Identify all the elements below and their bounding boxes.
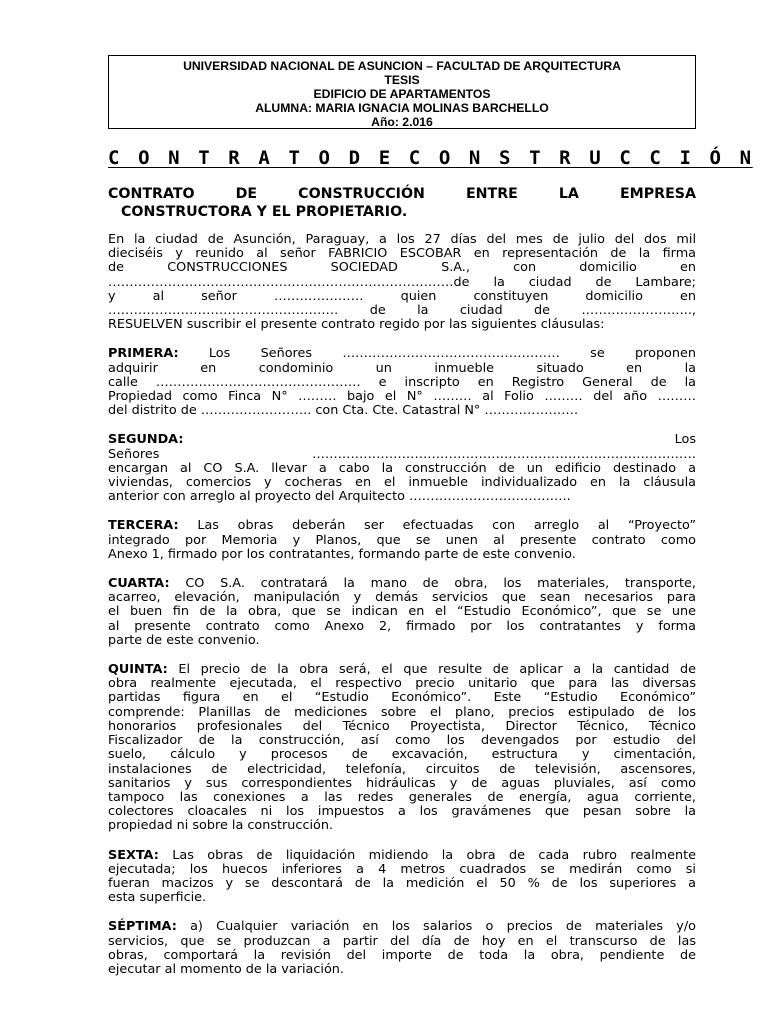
clause-primera bbox=[108, 347, 696, 418]
header-university: UNIVERSIDAD NACIONAL DE ASUNCION – FACULTAD DE ARQUITECTURA bbox=[183, 59, 621, 73]
clause-text: al presente contrato como Anexo 2, firmado por los contratantes y forma bbox=[108, 618, 696, 634]
clause-line bbox=[108, 920, 696, 934]
clause-text: Las obras de liquidación midiendo la obra de cada rubro realmente bbox=[172, 847, 696, 863]
clause-text: servicios, que se produzcan a partir del día de hoy en el transcurso de las bbox=[108, 933, 696, 949]
clause-sexta bbox=[108, 849, 696, 906]
clause-line bbox=[108, 877, 696, 891]
clause-line bbox=[108, 290, 696, 304]
clause-text: Señores ……………………………………………………………………………… bbox=[108, 446, 696, 462]
clause-text: partidas figura en el “Estudio Económico”. Este “Estudio Económico” bbox=[108, 690, 696, 706]
clause-text: encargan al CO S.A. llevar a cabo la construcción de un edificio destinado a bbox=[108, 460, 696, 476]
clause-text: RESUELVEN suscribir el presente contrato regido por las siguientes cláusulas: bbox=[108, 317, 605, 333]
clause-line bbox=[108, 233, 696, 247]
clause-line bbox=[108, 720, 696, 734]
clause-line bbox=[108, 791, 696, 805]
clause-line bbox=[108, 819, 696, 833]
clause-text: esta superficie. bbox=[108, 890, 207, 906]
clause-line bbox=[108, 706, 696, 720]
clause-text: ejecutada; los huecos inferiores a 4 metros cuadrados se medirán como si bbox=[108, 861, 696, 877]
clause-tercera bbox=[108, 519, 696, 562]
clause-line bbox=[108, 763, 696, 777]
clause-line bbox=[108, 519, 696, 533]
clause-segunda bbox=[108, 433, 696, 504]
clause-line bbox=[108, 620, 696, 634]
clause-text: integrado por Memoria y Planos, que se unen al presente contrato como bbox=[108, 532, 696, 548]
clause-line bbox=[108, 849, 696, 863]
contract-body bbox=[108, 233, 696, 992]
clause-text: En la ciudad de Asunción, Paraguay, a los 27 días del mes de julio del dos mil bbox=[108, 232, 696, 247]
clause-line bbox=[108, 247, 696, 261]
clause-text: ……………………………………………… de la ciudad de …………………….., bbox=[108, 303, 696, 319]
clause-text: obras, comportará la revisión del importe de toda la obra, pendiente de bbox=[108, 947, 696, 963]
clause-line bbox=[108, 318, 696, 332]
clause-text: propiedad ni sobre la construcción. bbox=[108, 818, 334, 834]
clause-line bbox=[108, 891, 696, 905]
clause-line bbox=[108, 462, 696, 476]
clause-septima bbox=[108, 920, 696, 977]
clause-line bbox=[108, 805, 696, 819]
clause-text: fueran macizos y se descontará de la medición el 50 % de los superiores a bbox=[108, 875, 696, 891]
clause-text: colectores cloacales ni los impuestos a los gravámenes que pesan sobre la bbox=[108, 804, 696, 820]
clause-line bbox=[108, 433, 696, 447]
clause-text: y al señor ………………… quien constituyen domicilio en bbox=[108, 288, 696, 304]
clause-text: de CONSTRUCCIONES SOCIEDAD S.A., con domicilio en bbox=[108, 260, 696, 276]
clause-text: CO S.A. contratará la mano de obra, los materiales, transporte, bbox=[185, 576, 696, 592]
subtitle-line-1: CONTRATO DE CONSTRUCCIÓN ENTRE LA EMPRESA bbox=[108, 186, 696, 202]
clause-text: honorarios profesionales del Técnico Proyectista, Director Técnico, Técnico bbox=[108, 718, 696, 734]
subtitle-line-2: CONSTRUCTORA Y EL PROPIETARIO. bbox=[121, 204, 408, 220]
clause-line bbox=[108, 634, 696, 648]
clause-label: SEXTA: bbox=[108, 847, 159, 863]
clause-line bbox=[108, 963, 696, 977]
clause-quinta bbox=[108, 663, 696, 833]
header-year: Año: 2.016 bbox=[371, 115, 433, 129]
clause-line bbox=[108, 276, 696, 290]
clause-line bbox=[108, 691, 696, 705]
clause-line bbox=[108, 448, 696, 462]
clause-text: Propiedad como Finca N° ……… bajo el N° ……… al Folio ……… del año ……… bbox=[108, 389, 696, 405]
clause-line bbox=[108, 476, 696, 490]
clause-text: Los Señores …………………………………………… se proponen bbox=[208, 346, 696, 362]
clause-line bbox=[108, 863, 696, 877]
clause-label: TERCERA: bbox=[108, 518, 179, 534]
clause-label: CUARTA: bbox=[108, 576, 170, 592]
clause-text: a) Cualquier variación en los salarios o precios de materiales y/o bbox=[190, 919, 696, 935]
clause-text: sanitarios y sus correspondientes hidráulicas y de aguas pluviales, así como bbox=[108, 775, 696, 791]
clause-label: SÉPTIMA: bbox=[108, 919, 177, 935]
clause-line bbox=[108, 935, 696, 949]
header-thesis: TESIS bbox=[384, 73, 420, 87]
clause-text: obra realmente ejecutada, el respectivo precio unitario que para las diversas bbox=[108, 676, 696, 692]
clause-text: acarreo, elevación, manipulación y demás servicios que sean necesarios para bbox=[108, 590, 696, 606]
clause-line bbox=[108, 376, 696, 390]
clause-line bbox=[108, 362, 696, 376]
clause-text: El precio de la obra será, el que resulte de aplicar a la cantidad de bbox=[178, 662, 696, 678]
clause-text: Las obras deberán ser efectuadas con arreglo al “Proyecto” bbox=[197, 518, 696, 534]
clause-text: ………………………………………………………………………de la ciudad de Lambare; bbox=[108, 274, 696, 290]
clause-text: dieciséis y reunido al señor FABRICIO ESCOBAR en representación de la firma bbox=[108, 246, 696, 262]
clause-text: del distrito de …………………….. con Cta. Cte. Catastral N° …………………. bbox=[108, 403, 579, 419]
header-student: ALUMNA: MARIA IGNACIA MOLINAS BARCHELLO bbox=[255, 101, 549, 115]
clause-text: Fiscalizador de la construcción, así como los devengados por estudio del bbox=[108, 733, 696, 749]
clause-line bbox=[108, 304, 696, 318]
clause-line bbox=[108, 347, 696, 361]
clause-line bbox=[108, 404, 696, 418]
clause-text: Los bbox=[674, 432, 696, 448]
clause-line bbox=[108, 777, 696, 791]
clause-line bbox=[108, 577, 696, 591]
clause-cuarta bbox=[108, 577, 696, 648]
header-box bbox=[108, 55, 696, 129]
document-subtitle bbox=[108, 185, 696, 221]
clause-text: calle ………………………………………… e inscripto en Registro General de la bbox=[108, 374, 696, 390]
clause-line bbox=[108, 548, 696, 562]
clause-text: Anexo 1, firmado por los contratantes, formando parte de este convenio. bbox=[108, 546, 576, 562]
clause-line bbox=[108, 490, 696, 504]
clause-line bbox=[108, 390, 696, 404]
clause-text: el buen fin de la obra, que se indican en el “Estudio Económico”, que se une bbox=[108, 604, 696, 620]
clause-text: tampoco las conexiones a las redes generales de energía, agua corriente, bbox=[108, 789, 696, 805]
clause-label: QUINTA: bbox=[108, 662, 168, 678]
clause-line bbox=[108, 605, 696, 619]
clause-line bbox=[108, 663, 696, 677]
clause-label: PRIMERA: bbox=[108, 346, 179, 362]
clause-text: adquirir en condominio un inmueble situado en la bbox=[108, 360, 696, 376]
clause-line bbox=[108, 261, 696, 275]
clause-text: ejecutar al momento de la variación. bbox=[108, 961, 344, 977]
clause-text: anterior con arreglo al proyecto del Arquitecto ……………………………….. bbox=[108, 489, 571, 505]
clause-line bbox=[108, 534, 696, 548]
clause-line bbox=[108, 677, 696, 691]
clause-text: comprende: Planillas de mediciones sobre el plano, precios estipulado de los bbox=[108, 704, 696, 720]
clause-intro bbox=[108, 233, 696, 332]
clause-label: SEGUNDA: bbox=[108, 432, 184, 448]
clause-line bbox=[108, 734, 696, 748]
clause-line bbox=[108, 591, 696, 605]
document-title: C O N T R A T O D E C O N S T R U C C I Ó N bbox=[108, 147, 753, 169]
clause-line bbox=[108, 748, 696, 762]
clause-text: instalaciones de electricidad, telefonía, circuitos de televisión, ascensores, bbox=[108, 761, 696, 777]
clause-text: parte de este convenio. bbox=[108, 632, 260, 648]
clause-text: suelo, cálculo y procesos de excavación, estructura y cimentación, bbox=[108, 747, 696, 763]
clause-line bbox=[108, 949, 696, 963]
header-project: EDIFICIO DE APARTAMENTOS bbox=[313, 87, 491, 101]
clause-text: viviendas, comercios y cocheras en el inmueble individualizado en la cláusula bbox=[108, 475, 696, 491]
